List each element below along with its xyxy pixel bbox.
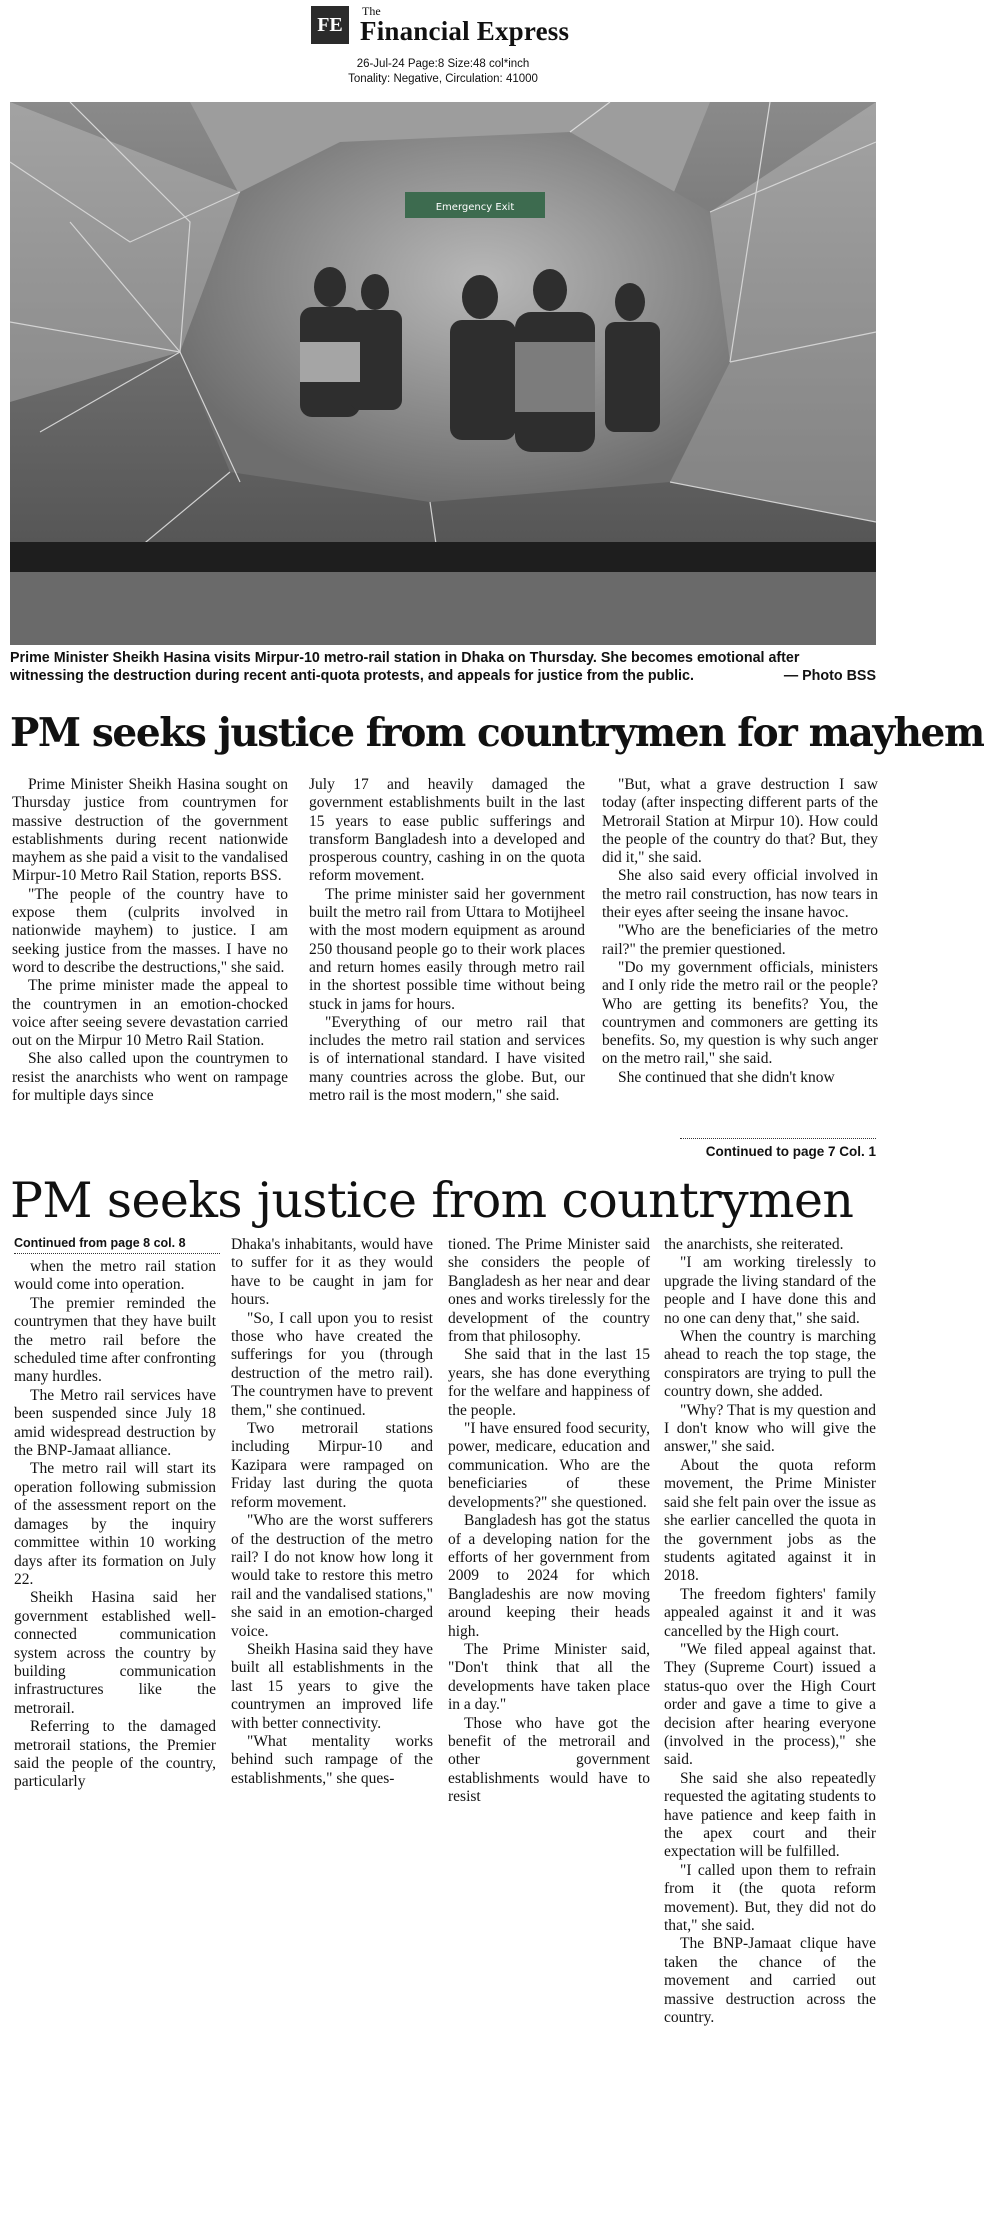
fe-logo: FE: [311, 6, 349, 44]
article2-column-1: [14, 1258, 216, 1792]
paragraph: "Everything of our metro rail that includes the metro rail station and services is of international standard. I have visited many countries across the globe. But, our metro rail is the most modern," she said.: [309, 1013, 585, 1105]
continued-from-label: Continued from page 8 col. 8: [14, 1236, 220, 1254]
paragraph: The premier reminded the countrymen that they have built the metro rail before the scheduled time after confronting many hurdles.: [14, 1294, 216, 1386]
paragraph: "But, what a grave destruction I saw today (after inspecting different parts of the Metrorail Station at Mirpur 10). How could the people of the country do that? But, they did it," she said.: [602, 776, 878, 867]
paragraph: "Do my government officials, ministers and I only ride the metro rail or the people? Who are getting its benefits? You, the countrymen and commoners are getting its benefits. So, my question is why such anger on the metro rail," she said.: [602, 958, 878, 1068]
paragraph: "What mentality works behind such rampage of the establishments," she ques-: [231, 1732, 433, 1787]
paragraph: "Why? That is my question and I don't know who will give the answer," she said.: [664, 1401, 876, 1456]
article1-column-3: [602, 776, 878, 1087]
paragraph: The Prime Minister said, "Don't think that all the developments have taken place in a day.": [448, 1640, 650, 1714]
paragraph: Referring to the damaged metrorail stations, the Premier said the people of the country, particularly: [14, 1718, 216, 1791]
photo-illustration: [10, 102, 876, 645]
paragraph: The metro rail will start its operation following submission of the assessment report on the damages by the inquiry committee within 10 working days after its formation on July 22.: [14, 1460, 216, 1588]
article1-column-2: [309, 776, 585, 1105]
news-photo: [10, 102, 876, 645]
photo-credit: — Photo BSS: [783, 667, 876, 684]
paragraph: She also called upon the countrymen to resist the anarchists who went on rampage for multiple days since: [12, 1050, 288, 1105]
paragraph: She said that in the last 15 years, she has done everything for the welfare and happiness of the people.: [448, 1346, 650, 1419]
continued-to-label: Continued to page 7 Col. 1: [680, 1138, 876, 1159]
paragraph: About the quota reform movement, the Prime Minister said she felt pain over the issue as she earlier cancelled the quota in the government jobs as the students agitated against it in 2018.: [664, 1456, 876, 1585]
paragraph: "I have ensured food security, power, medicare, education and communication. Who are the beneficiaries of these developments?" she questioned.: [448, 1420, 650, 1511]
paragraph: When the country is marching ahead to reach the top stage, the conspirators are trying to pull the country down, she added.: [664, 1328, 876, 1401]
paragraph: Two metrorail stations including Mirpur-10 and Kazipara were rampaged on Friday last during the quota reform movement.: [231, 1420, 433, 1511]
paragraph: She said she also repeatedly requested the agitating students to have patience and keep faith in the apex court and their expectation will be fulfilled.: [664, 1769, 876, 1861]
caption-text: Prime Minister Sheikh Hasina visits Mirpur-10 metro-rail station in Dhaka on Thursday. She becomes emotional after witnessing the destruction during recent anti-quota protests, and appeals for justice from the public.: [10, 650, 800, 684]
paragraph: "Who are the worst sufferers of the destruction of the metro rail? I do not know how long it would take to restore this metro rail and the vandalised stations," she said in an emotion-charged voice.: [231, 1512, 433, 1640]
paragraph: The prime minister made the appeal to the countrymen in an emotion-chocked voice after seeing severe devastation carried out on the Mirpur 10 Metro Rail Station.: [12, 977, 288, 1050]
sign-text: Emergency Exit: [435, 202, 515, 213]
paragraph: "Who are the beneficiaries of the metro rail?" the premier questioned.: [602, 922, 878, 958]
paragraph: "I called upon them to refrain from it (the quota reform movement). But, they did not do that," she said.: [664, 1861, 876, 1935]
paragraph: Sheikh Hasina said they have built all establishments in the last 15 years to give the countrymen an improved life with better connectivity.: [231, 1640, 433, 1732]
masthead: [0, 0, 886, 96]
paragraph: The BNP-Jamaat clique have taken the chance of the movement and carried out massive destruction across the country.: [664, 1935, 876, 2027]
paragraph: "The people of the country have to expose them (culprits involved in nationwide mayhem) to justice. I am seeking justice from the masses. I have no word to describe the destructions," she said.: [12, 885, 288, 976]
clip-tonality-circulation: Tonality: Negative, Circulation: 41000: [348, 73, 538, 85]
paragraph: Those who have got the benefit of the metrorail and other government establishments would have to resist: [448, 1714, 650, 1806]
paragraph: Bangladesh has got the status of a developing nation for the efforts of her government from 2009 to 2024 for which Bangladeshis are now moving around keeping their heads high.: [448, 1512, 650, 1640]
paragraph: "So, I call upon you to resist those who have created the sufferings for you (through destruction of the metro rail). The countrymen have to prevent them," she continued.: [231, 1309, 433, 1419]
newspaper-name: Financial Express: [360, 16, 570, 46]
paragraph: when the metro rail station would come into operation.: [14, 1258, 216, 1294]
paragraph: "We filed appeal against that. They (Supreme Court) issued a status-quo over the High Court order and gave a time to give a decision after hearing everyone (involved in the process)," she said.: [664, 1640, 876, 1769]
paragraph: She also said every official involved in the metro rail construction, has now tears in their eyes after seeing the insane havoc.: [602, 867, 878, 922]
article2-column-4: [664, 1236, 876, 2027]
article1-column-1: [12, 776, 288, 1105]
paragraph: Sheikh Hasina said her government established well-connected communication system across the country by building communication infrastructures like the metrorail.: [14, 1589, 216, 1717]
paragraph: Prime Minister Sheikh Hasina sought on Thursday justice from countrymen for massive destruction of the government establishments during recent nationwide mayhem as she paid a visit to the vandalised Mirpur-10 Metro Rail Station, reports BSS.: [12, 776, 288, 885]
headline-main: PM seeks justice from countrymen for mayhem: [10, 710, 984, 756]
paragraph: She continued that she didn't know: [618, 1068, 835, 1086]
paragraph: tioned. The Prime Minister said she considers the people of Bangladesh as her near and dear ones and works tirelessly for the development of the country from that philosophy.: [448, 1236, 650, 1346]
brand-the: The: [362, 4, 381, 18]
paragraph: Dhaka's inhabitants, would have to suffer for it as they would have to be caught in jam for hours.: [231, 1236, 433, 1309]
paragraph: "I am working tirelessly to upgrade the living standard of the people and I have done this and no one can deny that," she said.: [664, 1254, 876, 1327]
article2-column-3: [448, 1236, 650, 1807]
paragraph: The freedom fighters' family appealed against it and it was cancelled by the High court.: [664, 1585, 876, 1640]
paragraph: the anarchists, she reiterated.: [664, 1236, 844, 1253]
paragraph: The prime minister said her government built the metro rail from Uttara to Motijheel with the most modern equipment as around 250 thousand people go to their work places and return homes easily through metro rail in the shortest possible time without being stuck in jams for hours.: [309, 885, 585, 1013]
photo-caption: [10, 650, 876, 685]
paragraph: July 17 and heavily damaged the government establishments built in the last 15 years to ease public sufferings and transform Bangladesh into a developed and prosperous country, cashing in on the quota reform movement.: [309, 776, 585, 885]
article2-column-2: [231, 1236, 433, 1788]
headline-continuation: PM seeks justice from countrymen: [10, 1172, 854, 1229]
clip-date-page-size: 26-Jul-24 Page:8 Size:48 col*inch: [356, 58, 530, 70]
paragraph: The Metro rail services have been suspended since July 18 amid widespread destruction by the BNP-Jamaat alliance.: [14, 1386, 216, 1460]
